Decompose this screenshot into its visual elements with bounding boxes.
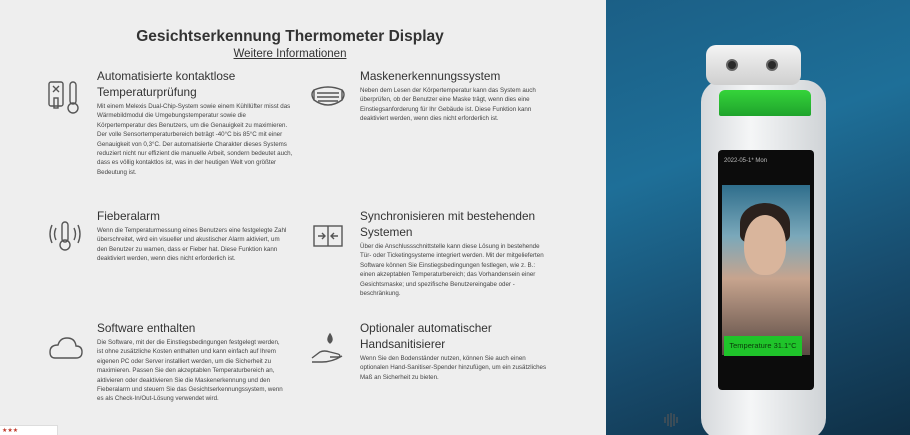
page-title: Gesichtserkennung Thermometer Display (136, 28, 444, 45)
speaker-grille-icon (661, 410, 681, 430)
sync-arrows-icon (308, 216, 348, 256)
feature-title: Automatisierte kontaktlose Temperaturprüfung (97, 69, 236, 99)
device-screen (718, 150, 814, 390)
feature-system-sync (360, 208, 550, 298)
hand-sanitizer-icon (308, 328, 348, 368)
feature-hand-sanitizer (360, 320, 550, 382)
camera-lens-icon (726, 59, 738, 71)
face-photo (722, 185, 810, 355)
feature-mask-detection (360, 68, 550, 124)
status-light-bar (719, 90, 811, 116)
feature-title: Optionaler automatischer Handsanitisierer (360, 321, 492, 351)
feature-fever-alarm (97, 208, 287, 264)
feature-text: Die Software, mit der die Einstiegsbedingungen festgelegt werden, ist ohne zusätzliche Kosten enthalten und kann einfach auf Ihrem eigenen PC oder Server installiert werden, um die Sicherheit zu maximieren. Passen Sie den akzeptablen Temperaturbereich an, aktivieren oder deaktivieren Sie die Maskenerkennung und den Fieberalarm und steuern Sie das Gesichtserkennungssystem, wenn es als Check-In/Out-Lösung verwendet wird. (97, 339, 283, 403)
feature-title: Software enthalten (97, 321, 196, 335)
device-image (606, 0, 910, 435)
screen-date: 2022-05-1* Mon (724, 158, 768, 164)
feature-text: Mit einem Melexis Dual-Chip-System sowie einem Kühllüfter misst das Wärmebildmodul die Umgebungstemperatur sowie die Körpertemperatur des Benutzers, um die Genauigkeit zu maximieren. Der volle Sensortemperaturbereich beträgt -40°C bis 85°C mit einer Genauigkeit von 0,3°C. Der automatisierte Charakter dieses Systems reduziert nicht nur effizient die manuelle Arbeit, sondern bedeutet auch, dass es völlig kontaktlos ist, was in der heutigen Welt von größter Bedeutung ist. (97, 103, 293, 176)
feature-text: Neben dem Lesen der Körpertemperatur kann das System auch überprüfen, ob der Benutzer eine Maske trägt, wenn dies eine Einstiegsanforderung für Ihr Gebäude ist. Diese Funktion kann deaktiviert werden, wenn dies nicht erforderlich ist. (360, 87, 536, 123)
more-info-link[interactable]: Weitere Informationen (233, 48, 347, 60)
mask-icon (308, 76, 348, 116)
temperature-readout: Temperature 31.1°C (724, 336, 802, 356)
feature-text: Über die Anschlussschnittstelle kann diese Lösung in bestehende Tür- oder Ticketingsysteme integriert werden. Mit der mitgelieferten Software können Sie Einstiegsbedingungen festlegen, wie z. B.: einen akzeptablen Temperaturbereich; das Vorhandensein einer Gesichtsmaske; und spezifische Benutzereingabe oder -beschränkung. (360, 243, 544, 298)
alarm-thermometer-icon (45, 216, 85, 256)
camera-module (706, 45, 801, 85)
feature-contactless-temperature (97, 68, 293, 177)
feature-title: Synchronisieren mit bestehenden Systemen (360, 209, 536, 239)
feature-title: Fieberalarm (97, 209, 160, 223)
rating-badge: ★★★ (0, 425, 58, 435)
thermometer-icon (45, 76, 85, 116)
feature-software-included (97, 320, 287, 404)
face (744, 215, 786, 275)
feature-text: Wenn Sie den Bodenständer nutzen, können Sie auch einen optionalen Hand-Sanitiser-Spender hinzufügen, um ein zusätzliches Maß an Sicherheit zu bieten. (360, 355, 547, 381)
camera-lens-icon (766, 59, 778, 71)
feature-title: Maskenerkennungssystem (360, 69, 501, 83)
cloud-icon (45, 328, 85, 368)
feature-text: Wenn die Temperaturmessung eines Benutzers eine festgelegte Zahl überschreitet, wird ein visueller und akustischer Alarm aktiviert, um den Benutzer zu warnen, dass er Fieber hat. Diese Funktion kann deaktiviert werden, wenn dies nicht erforderlich ist. (97, 227, 287, 263)
